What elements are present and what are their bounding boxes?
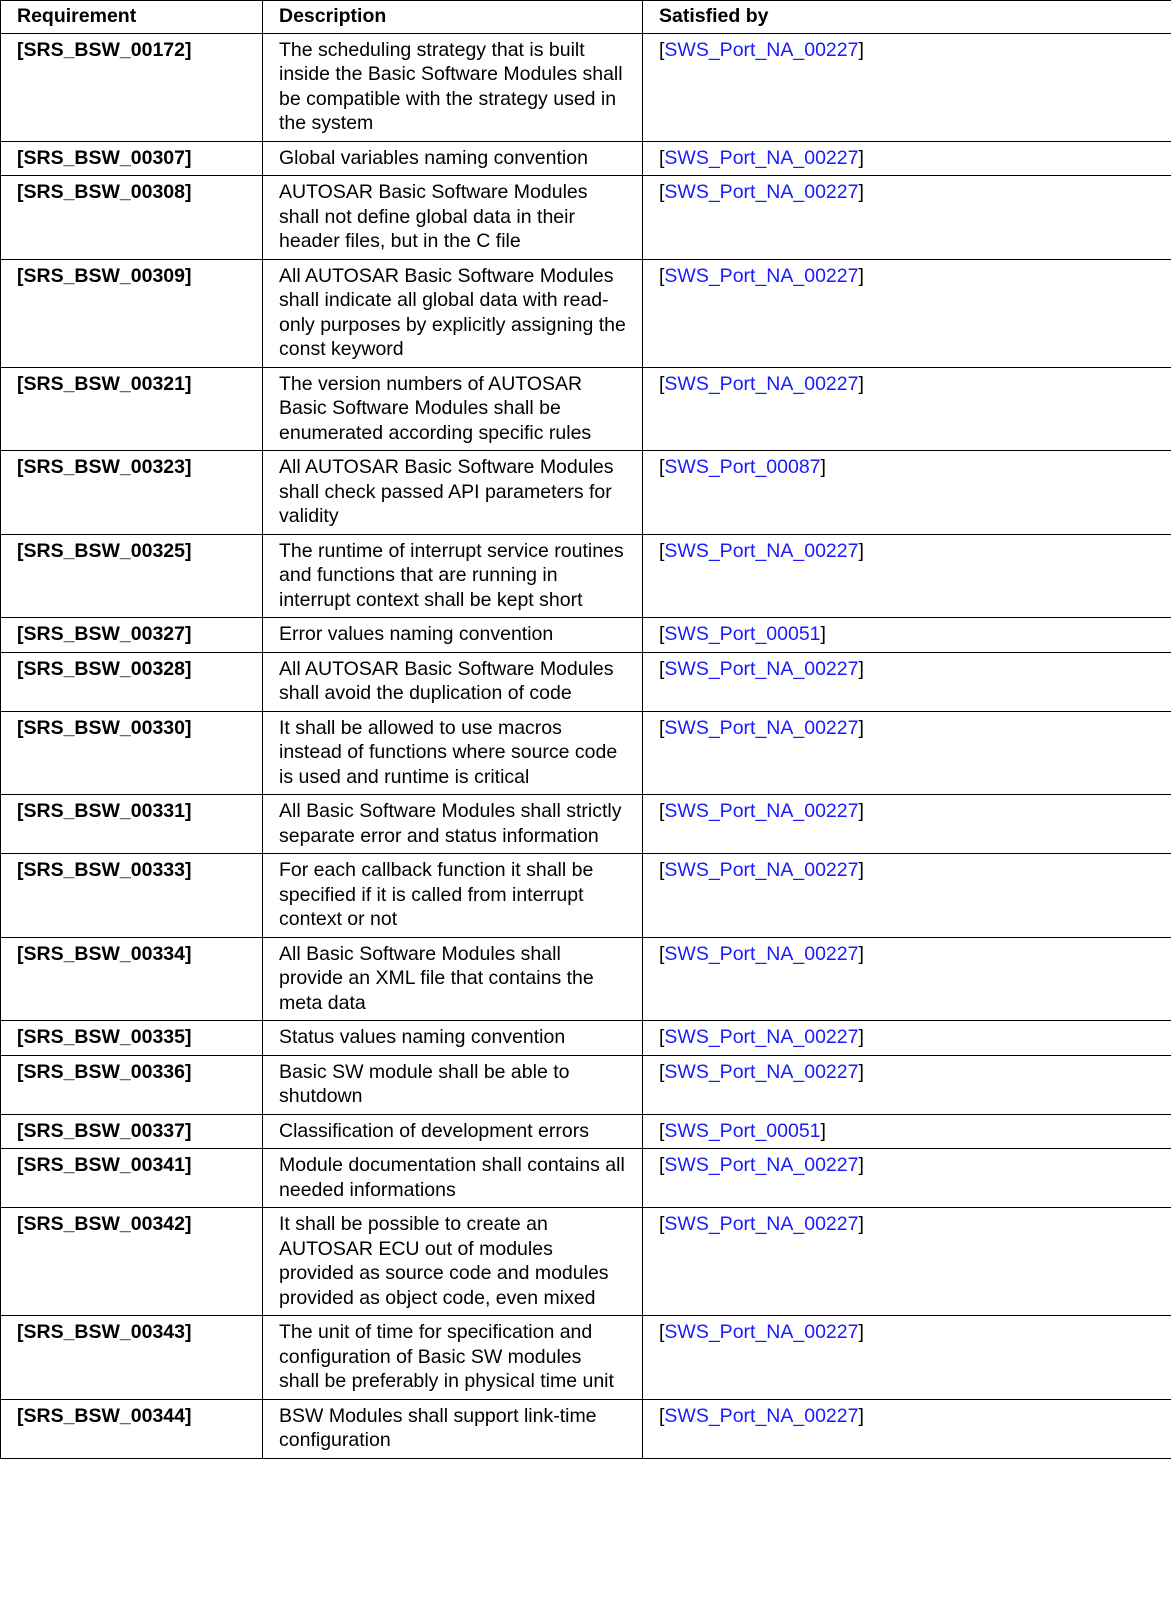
requirement-id: [SRS_BSW_00335] xyxy=(1,1021,263,1056)
open-bracket: [ xyxy=(659,1321,665,1343)
requirement-id: [SRS_BSW_00341] xyxy=(1,1149,263,1208)
close-bracket: ] xyxy=(858,539,864,562)
requirement-description: Global variables naming convention xyxy=(263,141,643,176)
table-row xyxy=(1,1055,1171,1114)
open-bracket: [ xyxy=(659,372,665,395)
satisfied-by-cell xyxy=(643,854,1171,938)
close-bracket: ] xyxy=(820,456,826,478)
satisfied-by-cell xyxy=(643,1055,1171,1114)
open-bracket: [ xyxy=(659,859,665,881)
satisfied-by-link[interactable]: SWS_Port_NA_00227 xyxy=(664,539,859,562)
satisfied-by-cell xyxy=(643,33,1171,141)
close-bracket: ] xyxy=(858,1154,864,1176)
satisfied-by-cell xyxy=(643,259,1171,367)
requirement-id: [SRS_BSW_00343] xyxy=(1,1316,263,1400)
table-row xyxy=(1,1114,1171,1149)
requirement-id: [SRS_BSW_00328] xyxy=(1,652,263,711)
close-bracket: ] xyxy=(858,859,864,881)
requirement-description: The unit of time for specification and configuration of Basic SW modules shall be preferably in physical time unit xyxy=(263,1316,643,1400)
satisfied-by-link[interactable]: SWS_Port_NA_00227 xyxy=(664,1321,859,1343)
requirement-description: Classification of development errors xyxy=(263,1114,643,1149)
table-body xyxy=(1,33,1171,1458)
satisfied-by-cell xyxy=(643,1208,1171,1316)
satisfied-by-link[interactable]: SWS_Port_NA_00227 xyxy=(664,38,859,61)
requirement-id: [SRS_BSW_00331] xyxy=(1,795,263,854)
requirement-description: Module documentation shall contains all needed informations xyxy=(263,1149,643,1208)
requirement-description: All Basic Software Modules shall provide an XML file that contains the meta data xyxy=(263,937,643,1021)
satisfied-by-cell xyxy=(643,795,1171,854)
table-row xyxy=(1,1149,1171,1208)
requirement-id: [SRS_BSW_00308] xyxy=(1,176,263,260)
satisfied-by-link[interactable]: SWS_Port_NA_00227 xyxy=(664,716,859,739)
table-row xyxy=(1,652,1171,711)
satisfied-by-link[interactable]: SWS_Port_NA_00227 xyxy=(664,800,859,822)
column-header-satisfied-by: Satisfied by xyxy=(643,1,1171,34)
satisfied-by-cell xyxy=(643,367,1171,451)
open-bracket: [ xyxy=(659,1213,665,1235)
close-bracket: ] xyxy=(858,1213,864,1235)
requirement-description: Status values naming convention xyxy=(263,1021,643,1056)
table-row xyxy=(1,534,1171,618)
satisfied-by-link[interactable]: SWS_Port_00087 xyxy=(664,456,821,478)
table-row xyxy=(1,33,1171,141)
requirement-id: [SRS_BSW_00325] xyxy=(1,534,263,618)
satisfied-by-link[interactable]: SWS_Port_NA_00227 xyxy=(664,1154,859,1176)
table-row xyxy=(1,141,1171,176)
open-bracket: [ xyxy=(659,146,665,169)
requirement-description: It shall be allowed to use macros instead of functions where source code is used and runtime is critical xyxy=(263,711,643,795)
requirement-id: [SRS_BSW_00337] xyxy=(1,1114,263,1149)
requirement-description: Error values naming convention xyxy=(263,618,643,653)
satisfied-by-cell xyxy=(643,451,1171,535)
open-bracket: [ xyxy=(659,539,665,562)
satisfied-by-link[interactable]: SWS_Port_NA_00227 xyxy=(664,942,859,965)
table-row xyxy=(1,1399,1171,1458)
satisfied-by-cell xyxy=(643,711,1171,795)
table-row xyxy=(1,711,1171,795)
requirement-description: All AUTOSAR Basic Software Modules shall check passed API parameters for validity xyxy=(263,451,643,535)
requirement-id: [SRS_BSW_00342] xyxy=(1,1208,263,1316)
satisfied-by-link[interactable]: SWS_Port_NA_00227 xyxy=(664,657,859,680)
open-bracket: [ xyxy=(659,181,665,203)
open-bracket: [ xyxy=(659,657,665,680)
requirement-id: [SRS_BSW_00323] xyxy=(1,451,263,535)
satisfied-by-link[interactable]: SWS_Port_NA_00227 xyxy=(664,1026,859,1048)
table-row xyxy=(1,451,1171,535)
requirement-id: [SRS_BSW_00330] xyxy=(1,711,263,795)
requirement-id: [SRS_BSW_00344] xyxy=(1,1399,263,1458)
open-bracket: [ xyxy=(659,1119,665,1142)
requirement-id: [SRS_BSW_00336] xyxy=(1,1055,263,1114)
close-bracket: ] xyxy=(820,1119,826,1142)
satisfied-by-link[interactable]: SWS_Port_NA_00227 xyxy=(664,372,859,395)
open-bracket: [ xyxy=(659,716,665,739)
requirement-id: [SRS_BSW_00327] xyxy=(1,618,263,653)
table-row xyxy=(1,618,1171,653)
satisfied-by-link[interactable]: SWS_Port_NA_00227 xyxy=(664,859,859,881)
close-bracket: ] xyxy=(820,623,826,645)
satisfied-by-cell xyxy=(643,141,1171,176)
table-row xyxy=(1,367,1171,451)
close-bracket: ] xyxy=(858,657,864,680)
satisfied-by-cell xyxy=(643,618,1171,653)
table-row xyxy=(1,1021,1171,1056)
open-bracket: [ xyxy=(659,1154,665,1176)
close-bracket: ] xyxy=(858,1404,864,1427)
satisfied-by-link[interactable]: SWS_Port_NA_00227 xyxy=(664,1213,859,1235)
requirement-description: The scheduling strategy that is built inside the Basic Software Modules shall be compatible with the strategy used in the system xyxy=(263,33,643,141)
close-bracket: ] xyxy=(858,264,864,287)
requirement-description: All Basic Software Modules shall strictly separate error and status information xyxy=(263,795,643,854)
requirement-description: The version numbers of AUTOSAR Basic Software Modules shall be enumerated according specific rules xyxy=(263,367,643,451)
close-bracket: ] xyxy=(858,1060,864,1083)
satisfied-by-cell xyxy=(643,1149,1171,1208)
close-bracket: ] xyxy=(858,1321,864,1343)
open-bracket: [ xyxy=(659,942,665,965)
open-bracket: [ xyxy=(659,1404,665,1427)
open-bracket: [ xyxy=(659,38,665,61)
requirement-description: All AUTOSAR Basic Software Modules shall indicate all global data with read-only purposes by explicitly assigning the const keyword xyxy=(263,259,643,367)
satisfied-by-cell xyxy=(643,1021,1171,1056)
open-bracket: [ xyxy=(659,800,665,822)
close-bracket: ] xyxy=(858,942,864,965)
satisfied-by-cell xyxy=(643,937,1171,1021)
table-row xyxy=(1,937,1171,1021)
open-bracket: [ xyxy=(659,264,665,287)
requirement-id: [SRS_BSW_00334] xyxy=(1,937,263,1021)
satisfied-by-cell xyxy=(643,176,1171,260)
requirement-description: AUTOSAR Basic Software Modules shall not define global data in their header files, but in the C file xyxy=(263,176,643,260)
table-row xyxy=(1,854,1171,938)
satisfied-by-link[interactable]: SWS_Port_00051 xyxy=(664,1119,821,1142)
close-bracket: ] xyxy=(858,372,864,395)
table-header-row xyxy=(1,1,1171,34)
satisfied-by-cell xyxy=(643,534,1171,618)
table-row xyxy=(1,1316,1171,1400)
requirement-id: [SRS_BSW_00333] xyxy=(1,854,263,938)
close-bracket: ] xyxy=(858,38,864,61)
satisfied-by-link[interactable]: SWS_Port_NA_00227 xyxy=(664,264,859,287)
satisfied-by-link[interactable]: SWS_Port_NA_00227 xyxy=(664,1404,859,1427)
close-bracket: ] xyxy=(858,716,864,739)
table-row xyxy=(1,176,1171,260)
open-bracket: [ xyxy=(659,456,665,478)
table-row xyxy=(1,795,1171,854)
satisfied-by-cell xyxy=(643,652,1171,711)
close-bracket: ] xyxy=(858,146,864,169)
requirement-id: [SRS_BSW_00307] xyxy=(1,141,263,176)
requirement-description: BSW Modules shall support link-time configuration xyxy=(263,1399,643,1458)
open-bracket: [ xyxy=(659,1060,665,1083)
satisfied-by-link[interactable]: SWS_Port_00051 xyxy=(664,623,821,645)
satisfied-by-link[interactable]: SWS_Port_NA_00227 xyxy=(664,181,859,203)
requirement-description: It shall be possible to create an AUTOSAR ECU out of modules provided as source code and modules provided as object code, even mixed xyxy=(263,1208,643,1316)
requirement-id: [SRS_BSW_00321] xyxy=(1,367,263,451)
requirement-description: For each callback function it shall be specified if it is called from interrupt context or not xyxy=(263,854,643,938)
requirement-description: The runtime of interrupt service routines and functions that are running in interrupt context shall be kept short xyxy=(263,534,643,618)
table-row xyxy=(1,1208,1171,1316)
open-bracket: [ xyxy=(659,1026,665,1048)
open-bracket: [ xyxy=(659,623,665,645)
satisfied-by-cell xyxy=(643,1114,1171,1149)
satisfied-by-link[interactable]: SWS_Port_NA_00227 xyxy=(664,1060,859,1083)
satisfied-by-cell xyxy=(643,1316,1171,1400)
column-header-requirement: Requirement xyxy=(1,1,263,34)
table-row xyxy=(1,259,1171,367)
requirement-description: All AUTOSAR Basic Software Modules shall avoid the duplication of code xyxy=(263,652,643,711)
column-header-description: Description xyxy=(263,1,643,34)
satisfied-by-link[interactable]: SWS_Port_NA_00227 xyxy=(664,146,859,169)
close-bracket: ] xyxy=(858,1026,864,1048)
requirement-id: [SRS_BSW_00309] xyxy=(1,259,263,367)
requirement-id: [SRS_BSW_00172] xyxy=(1,33,263,141)
close-bracket: ] xyxy=(858,181,864,203)
requirement-description: Basic SW module shall be able to shutdown xyxy=(263,1055,643,1114)
close-bracket: ] xyxy=(858,800,864,822)
satisfied-by-cell xyxy=(643,1399,1171,1458)
